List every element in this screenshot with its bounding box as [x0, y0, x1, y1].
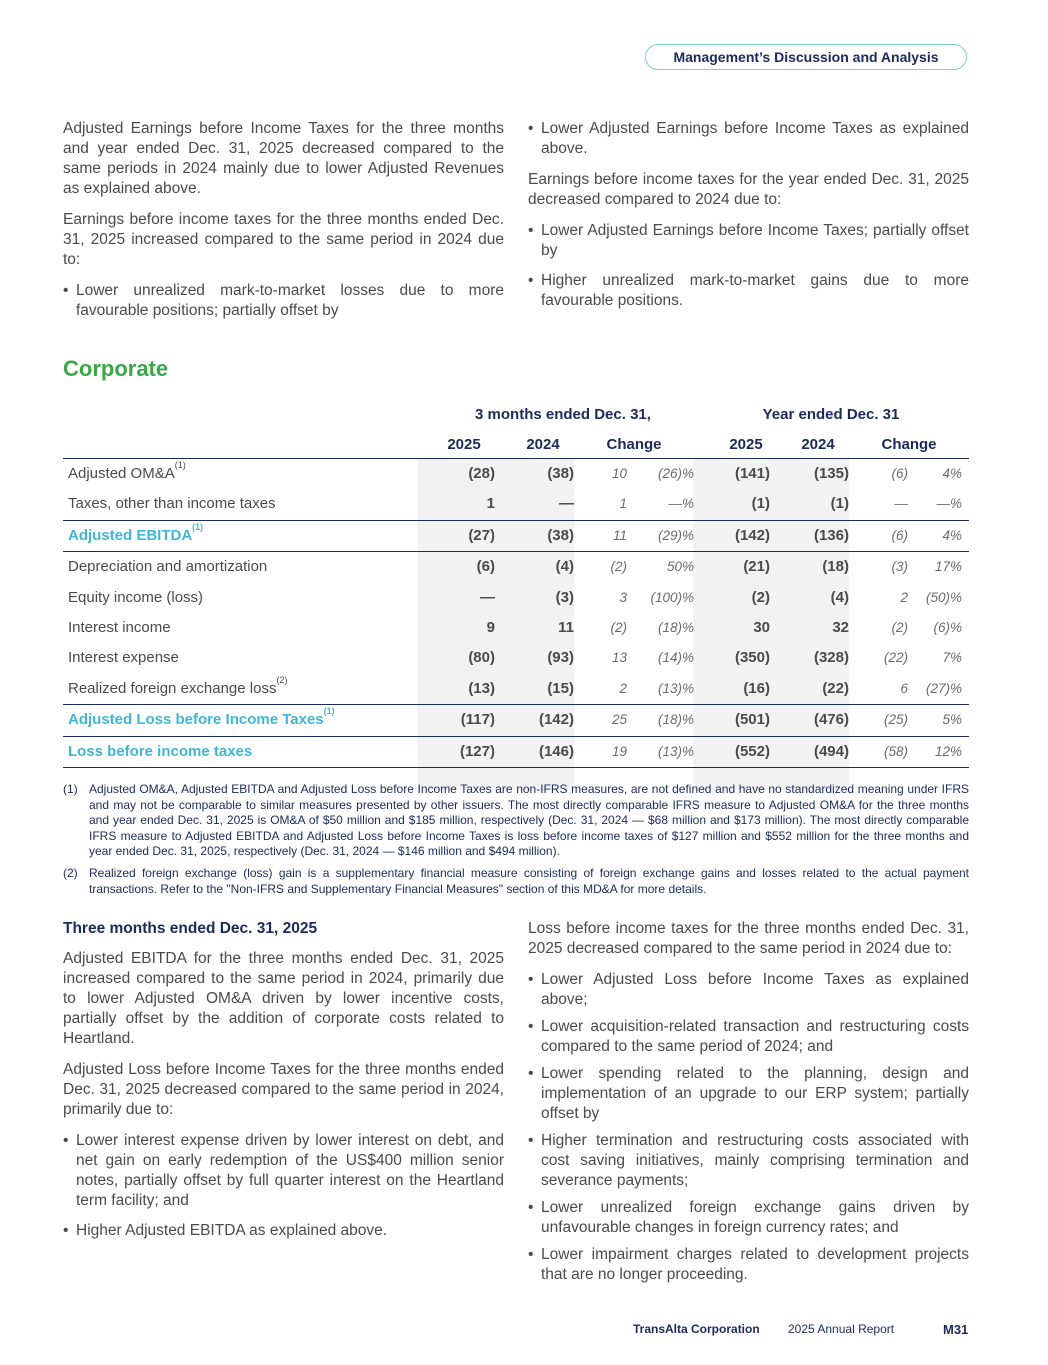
row-label: [68, 489, 276, 519]
row-label: [68, 552, 267, 582]
cell-q24: (3): [555, 588, 574, 606]
bottom-left-column: [63, 919, 504, 1252]
row-label-text: Adjusted Loss before Income Taxes: [68, 711, 324, 729]
table-row: [63, 458, 969, 489]
bullet-list: [528, 970, 969, 1285]
col-header-ychange: Change: [881, 436, 937, 453]
row-label: [68, 737, 252, 767]
cell-yc: (6): [891, 466, 908, 481]
cell-qp: (18)%: [657, 619, 694, 635]
cell-q25: (28): [468, 465, 495, 482]
cell-yp: 4%: [942, 466, 962, 481]
cell-q25: (27): [468, 526, 495, 544]
cell-y24: 32: [832, 618, 849, 636]
cell-yp: —%: [936, 496, 962, 512]
table-row: [63, 643, 969, 673]
footnote-ref: (1): [192, 521, 204, 532]
footer-report: 2025 Annual Report: [788, 1322, 895, 1336]
cell-qp: (13)%: [657, 680, 694, 696]
cell-yp: (6)%: [933, 619, 962, 635]
cell-qc: 10: [611, 466, 627, 481]
list-item: • Lower acquisition-related transaction and restructuring costs compared to the same period of 2024; and: [528, 1017, 969, 1057]
table-row: [63, 552, 969, 582]
list-item: • Lower interest expense driven by lower interest on debt, and net gain on early redemption of the US$400 million senior notes, partially offset by full quarter interest on the Heartland term facility; and: [63, 1131, 504, 1211]
bullet-list: [528, 119, 969, 159]
table-row: [63, 520, 969, 552]
cell-qp: (100)%: [650, 589, 694, 605]
top-left-column: [63, 119, 504, 332]
row-label: [68, 459, 186, 489]
cell-yc: (3): [891, 559, 908, 575]
row-label: [68, 643, 179, 673]
table-row: [63, 737, 969, 768]
bullet-list: [63, 281, 504, 321]
footnote-key: (2): [63, 865, 78, 880]
footer-company: TransAlta Corporation: [633, 1322, 760, 1336]
cell-q24: (93): [547, 649, 574, 667]
cell-q25: (80): [468, 649, 495, 667]
paragraph: Adjusted Earnings before Income Taxes for the three months and year ended Dec. 31, 2025 decreased compared to the same periods in 2024 mainly due to lower Adjusted Revenues as explained above.: [63, 120, 504, 197]
list-item: • Lower spending related to the planning, design and implementation of an upgrade to our ERP system; partially offset by: [528, 1064, 969, 1124]
row-label-text: Depreciation and amortization: [68, 558, 268, 576]
cell-y25: (552): [734, 742, 770, 760]
cell-q25: 9: [486, 618, 495, 636]
footnote-text: Adjusted OM&A, Adjusted EBITDA and Adjusted Loss before Income Taxes are non-IFRS measures, are not defined and have no standardized meaning under IFRS and may not be comparable to similar measures presented by other issuers. The most directly comparable IFRS measure to Adjusted OM&A for the three months and year ended Dec. 31, 2025 is OM&A of $50 million and $185 million, respectively (Dec. 31, 2024 — $68 million and $173 million). The most directly comparable IFRS measure to Adjusted EBITDA and Adjusted Loss before Income Taxes is loss before income taxes of $127 million and $552 million for the three months and year ended Dec. 31, 2025, respectively (Dec. 31, 2024 — $146 million and $494 million).: [89, 782, 969, 859]
cell-q25: —: [480, 588, 495, 606]
cell-y24: (136): [813, 526, 849, 544]
row-label-text: Realized foreign exchange loss: [68, 679, 277, 697]
cell-qp: 50%: [666, 559, 694, 575]
bullet-list: [528, 221, 969, 311]
row-label-text: Adjusted OM&A: [68, 465, 175, 482]
footnote-ref: (2): [276, 674, 288, 685]
cell-qp: (29)%: [657, 527, 694, 543]
cell-y24: (18): [822, 558, 849, 576]
table-row: [63, 489, 969, 519]
list-item: • Lower Adjusted Earnings before Income Taxes as explained above.: [528, 119, 969, 159]
cell-q24: 11: [558, 618, 574, 636]
cell-yp: 12%: [934, 743, 962, 759]
row-label: [68, 613, 171, 643]
cell-yc: (2): [891, 619, 908, 635]
paragraph: Adjusted Loss before Income Taxes for the three months ended Dec. 31, 2025 decreased compared to the same period in 2024, primarily due to:: [63, 1061, 504, 1118]
cell-q24: (38): [547, 465, 574, 482]
cell-y24: (328): [813, 649, 849, 667]
cell-y25: (141): [734, 465, 770, 482]
cell-q25: (13): [468, 679, 495, 697]
cell-yp: (50)%: [925, 589, 962, 605]
cell-qc: (2): [610, 619, 627, 635]
cell-qc: 11: [612, 527, 627, 543]
list-item: • Lower impairment charges related to development projects that are no longer proceeding.: [528, 1245, 969, 1285]
list-item: • Lower Adjusted Earnings before Income Taxes; partially offset by: [528, 221, 969, 261]
bullet-list: [63, 1131, 504, 1241]
cell-q24: (146): [538, 742, 574, 760]
footnote-key: (1): [63, 782, 78, 796]
list-item: • Higher termination and restructuring costs associated with cost saving initiatives, mainly comprising termination and severance payments;: [528, 1131, 969, 1191]
list-item: • Lower unrealized foreign exchange gains driven by unfavourable changes in foreign currency rates; and: [528, 1198, 969, 1238]
cell-qc: (2): [610, 559, 627, 575]
row-label: [68, 674, 287, 704]
paragraph: Earnings before income taxes for the year ended Dec. 31, 2025 decreased compared to 2024 due to:: [528, 171, 969, 208]
cell-qp: (18)%: [657, 712, 694, 728]
footnote-2: [63, 866, 969, 897]
cell-qc: 13: [611, 650, 627, 666]
cell-q25: (6): [476, 558, 495, 576]
row-label-text: Equity income (loss): [68, 588, 204, 606]
paragraph: Adjusted EBITDA for the three months ended Dec. 31, 2025 increased compared to the same period in 2024, primarily due to lower Adjusted OM&A driven by lower incentive costs, partially offset by the addition of corporate costs related to Heartland.: [63, 950, 504, 1047]
cell-y25: (2): [751, 588, 770, 606]
row-label-text: Adjusted EBITDA: [68, 526, 193, 544]
cell-q24: —: [559, 495, 574, 513]
group-header-3months: 3 months ended Dec. 31,: [475, 406, 651, 423]
cell-q24: (15): [547, 679, 574, 697]
top-right-column: [528, 119, 969, 322]
col-header-q2025: 2025: [447, 436, 481, 453]
table-row: [63, 583, 969, 613]
row-label-text: Taxes, other than income taxes: [68, 495, 276, 513]
row-label: [68, 521, 203, 551]
footer-page-number: M31: [943, 1322, 969, 1337]
cell-yp: 5%: [942, 712, 962, 728]
cell-y24: (22): [822, 679, 849, 697]
col-header-y2024: 2024: [801, 436, 835, 453]
cell-y25: (501): [734, 711, 770, 729]
cell-qp: —%: [668, 496, 694, 512]
cell-yc: (6): [891, 527, 908, 543]
cell-yc: 2: [900, 589, 908, 605]
cell-yc: —: [894, 496, 908, 512]
cell-q24: (142): [538, 711, 574, 729]
cell-y25: (142): [734, 526, 770, 544]
list-item: • Lower unrealized mark-to-market losses due to more favourable positions; partially offset by: [63, 281, 504, 321]
group-header-year: Year ended Dec. 31: [762, 406, 900, 423]
table-row: [63, 613, 969, 643]
footnotes: [63, 782, 969, 903]
row-label: [68, 705, 335, 735]
cell-y24: (135): [813, 465, 849, 482]
cell-qc: 1: [619, 496, 627, 512]
cell-y24: (4): [830, 588, 849, 606]
cell-yp: 4%: [942, 527, 962, 543]
list-item: • Higher Adjusted EBITDA as explained above.: [63, 1221, 504, 1241]
row-label: [68, 583, 203, 613]
footnote-1: [63, 782, 969, 860]
cell-yp: 17%: [934, 559, 962, 575]
cell-qc: 25: [611, 712, 627, 728]
col-header-qchange: Change: [606, 436, 662, 453]
footnote-text: Realized foreign exchange (loss) gain is a supplementary financial measure consisting of foreign exchange gains and losses related to the actual payment transactions. Refer to the "Non-IFRS and Supplementary Financial Measures" section of this MD&A for more details.: [89, 865, 969, 896]
cell-q25: (117): [460, 711, 495, 729]
bottom-right-column: [528, 919, 969, 1296]
cell-y25: (1): [751, 495, 770, 513]
footnote-ref: (1): [323, 706, 335, 717]
cell-y24: (1): [830, 495, 849, 513]
cell-qc: 2: [619, 680, 627, 696]
table-body: [63, 458, 969, 768]
cell-q24: (4): [555, 558, 574, 576]
cell-qp: (14)%: [657, 650, 694, 666]
row-label-text: Loss before income taxes: [68, 742, 253, 760]
cell-y24: (476): [813, 711, 849, 729]
cell-q25: (127): [459, 742, 495, 760]
cell-y25: (350): [734, 649, 770, 667]
col-header-y2025: 2025: [729, 436, 763, 453]
cell-qp: (26)%: [657, 466, 694, 481]
row-label-text: Interest income: [68, 618, 171, 636]
list-item: • Higher unrealized mark-to-market gains due to more favourable positions.: [528, 271, 969, 311]
row-label-text: Interest expense: [68, 649, 179, 667]
cell-y25: 30: [753, 618, 770, 636]
section-title: Corporate: [63, 356, 169, 381]
section-header-pill: [645, 44, 967, 70]
cell-yc: 6: [900, 680, 908, 696]
cell-y24: (494): [813, 742, 849, 760]
cell-q25: 1: [486, 495, 495, 513]
paragraph: Loss before income taxes for the three months ended Dec. 31, 2025 decreased compared to the same period in 2024 due to:: [528, 920, 969, 957]
cell-q24: (38): [547, 526, 574, 544]
footnote-ref: (1): [174, 460, 186, 470]
cell-yc: (58): [883, 743, 908, 759]
cell-yp: 7%: [942, 650, 962, 666]
cell-yc: (25): [883, 712, 908, 728]
subsection-heading: Three months ended Dec. 31, 2025: [63, 920, 318, 937]
table-row: [63, 674, 969, 704]
cell-qc: 19: [611, 743, 627, 759]
cell-qc: 3: [619, 589, 627, 605]
section-header-label: Management’s Discussion and Analysis: [673, 49, 939, 65]
list-item: • Lower Adjusted Loss before Income Taxes as explained above;: [528, 970, 969, 1010]
cell-y25: (21): [743, 558, 770, 576]
cell-y25: (16): [743, 679, 770, 697]
cell-yp: (27)%: [925, 680, 962, 696]
paragraph: Earnings before income taxes for the three months ended Dec. 31, 2025 increased compared to the same period in 2024 due to:: [63, 211, 504, 268]
cell-qp: (13)%: [657, 743, 694, 759]
cell-yc: (22): [883, 650, 908, 666]
col-header-q2024: 2024: [526, 436, 560, 453]
table-row: [63, 704, 969, 736]
